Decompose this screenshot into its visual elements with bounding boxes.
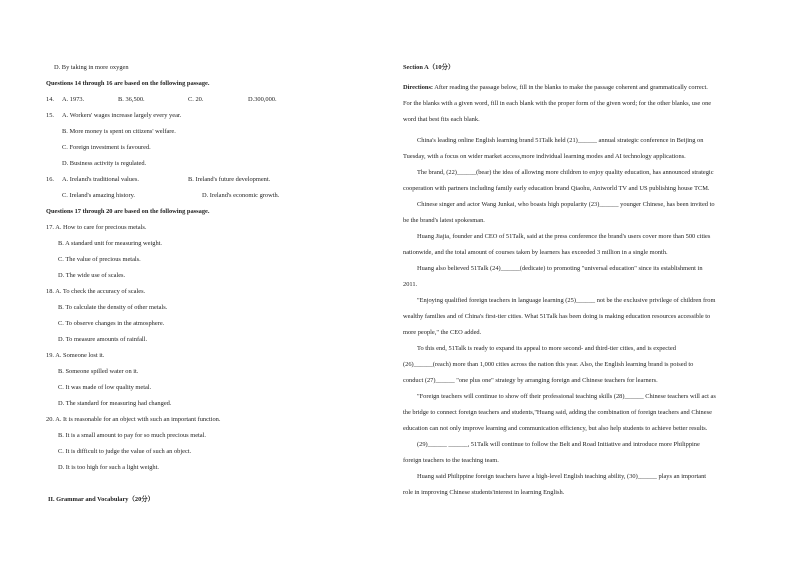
passage-p3-line-1: Chinese singer and actor Wang Junkai, who boasts high popularity (23)______ younger Chinese, has been invited to	[417, 201, 715, 208]
directions-line-1	[403, 84, 708, 92]
passage-p6-line-3: more people," the CEO added.	[403, 329, 482, 336]
option-d: D. It is too high for such a light weight.	[58, 464, 159, 471]
option-b: B. It is a small amount to pay for so much precious metal.	[58, 432, 207, 439]
passage-p6-line-2: wealthy families and of China's first-tier cities. What 51Talk has been doing is making education resources accessible to	[403, 313, 711, 320]
option-c: C. To observe changes in the atmosphere.	[58, 320, 165, 327]
option-a: 18. A. To check the accuracy of scales.	[46, 288, 146, 295]
passage-p4-line-2: nationwide, and the total amount of courses taken by learners has exceeded 3 million in a single month.	[403, 249, 668, 256]
questions-17-20-heading: Questions 17 through 20 are based on the following passage.	[46, 208, 210, 215]
passage-p7-line-3: conduct (27)______ "one plus one" strategy by arranging foreign and Chinese teachers for learners.	[403, 377, 658, 384]
question-number: 14.	[46, 96, 54, 103]
option-a: A. 1973.	[62, 96, 85, 103]
passage-p10-line-1: Huang said Philippine foreign teachers have a high-level English teaching ability, (30)______ plays an important	[417, 473, 707, 480]
passage-p10-line-2: role in improving Chinese students'interest in learning English.	[403, 489, 565, 496]
option-b: B. Someone spilled water on it.	[58, 368, 139, 375]
option-d: D. The wide use of scales.	[58, 272, 126, 279]
option-c: C. The value of precious metals.	[58, 256, 141, 263]
option-a: 17. A. How to care for precious metals.	[46, 224, 147, 231]
directions-line-2: For the blanks with a given word, fill in each blank with the proper form of the given word; for the other blanks, use one	[403, 100, 712, 107]
passage-p5-line-1: Huang also believed 51Talk (24)______(dedicate) to promoting "universal education" since its establishment in	[417, 265, 703, 272]
question-number: 15.	[46, 112, 54, 119]
section-a-heading: Section A（10分）	[403, 64, 455, 71]
passage-p6-line-1: "Enjoying qualified foreign teachers in language learning (25)______ not be the exclusive privilege of children from	[417, 297, 716, 304]
passage-p1-line-2: Tuesday, with a focus on wider market access,more individual learning modes and AI technology applications.	[403, 153, 686, 160]
option-c: C. Ireland's amazing history.	[62, 192, 135, 199]
directions-text: After reading the passage below, fill in the blanks to make the passage coherent and grammatically correct.	[433, 84, 708, 91]
option-d: D. Ireland's economic growth.	[202, 192, 280, 199]
directions-label: Directions:	[403, 84, 434, 91]
section-ii-heading: II. Grammar and Vocabulary（20分）	[48, 496, 155, 503]
passage-p8-line-3: education can not only improve learning and communication efficiency, but also help students to achieve better results.	[403, 425, 708, 432]
passage-p2-line-1: The brand, (22)______(bear) the idea of allowing more children to enjoy quality education, has announced strategic	[417, 169, 714, 176]
option-d: D. Business activity is regulated.	[62, 160, 147, 167]
passage-p3-line-2: be the brand's latest spokesman.	[403, 217, 485, 224]
directions-line-3: word that best fits each blank.	[403, 116, 480, 123]
option-a: 19. A. Someone lost it.	[46, 352, 105, 359]
option-b: B. 36,500.	[118, 96, 145, 103]
option-b: B. A standard unit for measuring weight.	[58, 240, 163, 247]
passage-p1-line-1: China's leading online English learning brand 51Talk held (21)______ annual strategic conference in Beijing on	[417, 137, 704, 144]
option-a: A. Workers' wages increase largely every year.	[62, 112, 182, 119]
question-number: 16.	[46, 176, 54, 183]
option-d: D.300,000.	[248, 96, 277, 103]
option-a: 20. A. It is reasonable for an object with such an important function.	[46, 416, 221, 423]
option-c: C. Foreign investment is favoured.	[62, 144, 151, 151]
passage-p7-line-2: (26)______(reach) more than 1,000 cities across the nation this year. Also, the English learning brand is poised to	[403, 361, 694, 368]
passage-p2-line-2: cooperation with partners including family early education brand Qiaohu, Aniworld TV and US publishing house TCM.	[403, 185, 710, 192]
option-c: C. It was made of low quality metal.	[58, 384, 152, 391]
option-c: C. 20.	[188, 96, 204, 103]
option-b: B. Ireland's future development.	[188, 176, 271, 183]
passage-p5-line-2: 2011.	[403, 281, 418, 288]
option-a: A. Ireland's traditional values.	[62, 176, 139, 183]
passage-p8-line-2: the bridge to connect foreign teachers and students,"Huang said, adding the combination of foreign teachers and Chinese	[403, 409, 712, 416]
passage-p8-line-1: "Foreign teachers will continue to show off their professional teaching skills (28)______ Chinese teachers will act as	[417, 393, 716, 400]
questions-14-16-heading: Questions 14 through 16 are based on the following passage.	[46, 80, 210, 87]
passage-p9-line-2: foreign teachers to the teaching team.	[403, 457, 499, 464]
option-b: B. To calculate the density of other metals.	[58, 304, 168, 311]
passage-p9-line-1: (29)______ ______, 51Talk will continue to follow the Belt and Road Initiative and introduce more Philippine	[417, 441, 700, 448]
q13-option-d: D. By taking in more oxygen	[54, 64, 129, 71]
option-b: B. More money is spent on citizens' welfare.	[62, 128, 176, 135]
option-d: D. To measure amounts of rainfall.	[58, 336, 148, 343]
option-c: C. It is difficult to judge the value of such an object.	[58, 448, 192, 455]
passage-p4-line-1: Huang Jiajia, founder and CEO of 51Talk, said at the press conference the brand's users cover more than 500 cities	[417, 233, 711, 240]
passage-p7-line-1: To this end, 51Talk is ready to expand its appeal to more second- and third-tier cities, and is expected	[417, 345, 676, 352]
option-d: D. The standard for measuring had changed.	[58, 400, 172, 407]
